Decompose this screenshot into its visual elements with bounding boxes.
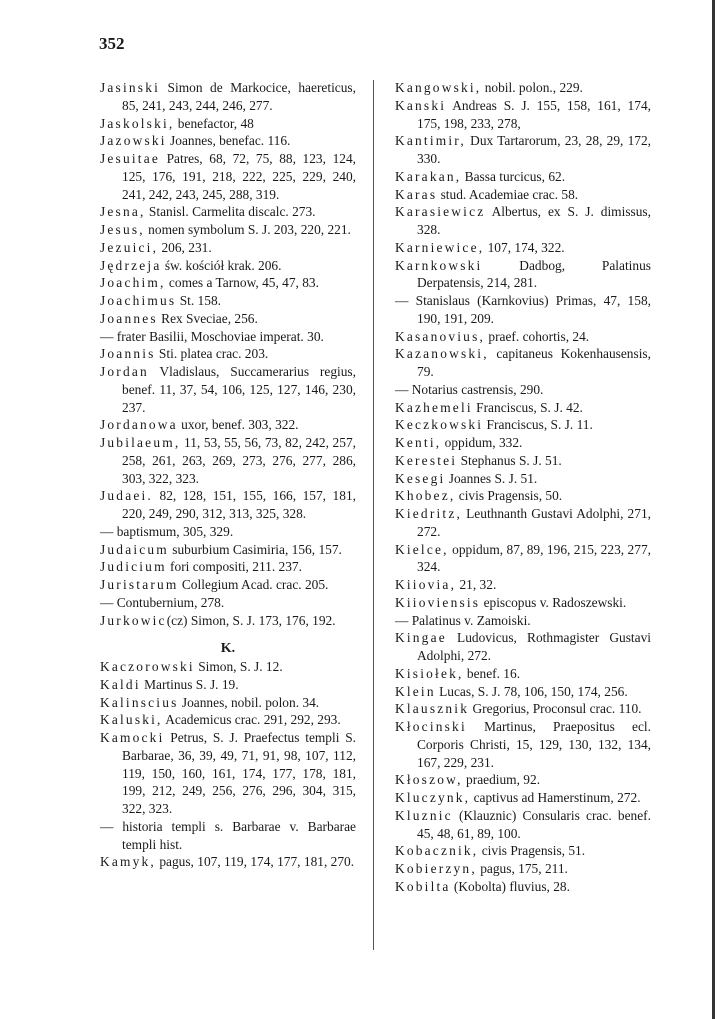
entry-text: Joannes, benefac. 116. [166,133,291,149]
entry-text: benefactor, 48 [174,115,254,131]
index-entry [395,665,651,683]
index-entry [100,257,356,275]
entry-text: oppidum, 332. [441,435,523,450]
entry-headword: Kobilta [395,878,451,894]
entry-text: nomen symbolum S. J. 203, 220, 221. [144,222,351,237]
entry-text: pagus, 175, 211. [476,861,568,876]
entry-headword: Jazowski [100,133,167,149]
index-entry [395,576,651,594]
entry-headword: Kobacznik, [395,843,479,859]
entry-headword: Kluznic [395,807,453,823]
entry-text: oppidum, 87, 89, 196, 215, 223, 277, 324. [417,541,651,575]
index-entry [100,523,356,541]
entry-headword: Jaskolski, [100,115,175,131]
entry-text: Ludovicus, Rothmagister Gustavi Adolphi, 272. [417,630,651,663]
entry-text: civis Pragensis, 51. [478,843,586,859]
entry-text: — Stanislaus (Karnkovius) Primas, 47, 158, 190, 191, 209. [395,293,651,326]
entry-text: Rex Sveciae, 256. [157,310,258,326]
index-entry [395,168,651,186]
entry-text: — Contubernium, 278. [100,594,225,610]
index-entry [395,612,651,630]
entry-text: fori compositi, 211. 237. [166,559,302,575]
entry-text: Stephanus S. J. 51. [457,452,562,468]
entry-headword: Jesna, [100,204,146,220]
index-entry [100,328,356,346]
index-entry [395,186,651,204]
index-entry [100,79,356,115]
entry-headword: Khobez, [395,488,456,504]
entry-headword: Kazanowski, [395,346,489,362]
index-entry [395,203,651,239]
index-entry [100,676,356,694]
entry-text: nobil. polon., 229. [481,80,583,95]
entry-headword: Joannis [100,346,156,362]
entry-headword: Kobierzyn, [395,861,477,876]
index-entry [100,612,356,630]
entry-headword: Karas [395,186,438,202]
entry-text: civis Pragensis, 50. [455,488,563,504]
index-entry [395,257,651,293]
entry-text: Martinus, Praepositus ecl. Corporis Christi, 15, 129, 130, 132, 134, 167, 229, 231. [417,719,651,770]
index-entry [395,505,651,541]
entry-headword: Kłoszow, [395,772,463,788]
index-entry [395,789,651,807]
entry-headword: Kluczynk, [395,790,471,805]
entry-text: 11, 53, 55, 56, 73, 82, 242, 257, 258, 261, 263, 269, 273, 276, 277, 286, 303, 322, 323. [122,435,356,486]
index-entry [395,345,651,381]
column-divider [373,80,374,950]
entry-headword: Kesegi [395,470,446,486]
entry-headword: Judaei. [100,488,153,504]
entry-text: capitaneus Kokenhausensis, 79. [417,346,651,379]
entry-text: Leuthnanth Gustavi Adolphi, 271, 272. [417,506,651,539]
entry-headword: Karasiewicz [395,204,486,220]
entry-headword: Kamyk, [100,854,156,870]
entry-text: Bassa turcicus, 62. [461,168,566,184]
entry-headword: Kiioviensis [395,594,481,610]
entry-headword: Kisiołek, [395,665,464,681]
entry-text: Stanisl. Carmelita discalc. 273. [145,204,316,220]
entry-text: pagus, 107, 119, 174, 177, 181, 270. [155,854,355,870]
entry-headword: Klausznik [395,701,470,717]
entry-text: Sti. platea crac. 203. [155,346,269,362]
entry-headword: Kalinscius [100,694,179,710]
index-entry [395,79,651,97]
index-entry [100,150,356,203]
entry-text: Joannes, nobil. polon. 34. [178,694,320,710]
entry-text: Andreas S. J. 155, 158, 161, 174, 175, 198, 233, 278, [417,97,651,131]
entry-text: St. 158. [176,293,221,308]
entry-text: Vladislaus, Succamerarius regius, benef. 11, 37, 54, 106, 125, 127, 146, 230, 237. [122,364,356,415]
entry-headword: Jesus, [100,222,145,237]
entry-text: — Notarius castrensis, 290. [395,381,544,397]
entry-headword: Kasanovius, [395,328,486,344]
entry-text: benef. 16. [463,665,521,681]
entry-text: Dadbog, Palatinus Derpatensis, 214, 281. [417,257,651,291]
index-entry [395,470,651,488]
index-entry [395,434,651,452]
entry-text: Dux Tartarorum, 23, 28, 29, 172, 330. [417,133,651,166]
entry-text: Franciscus, S. J. 11. [483,417,593,433]
entry-text: Petrus, S. J. Praefectus templi S. Barbarae, 36, 39, 49, 71, 91, 98, 107, 112, 119, 150, 160, 161, 174, 177, 178, 181, 199, 212, 249, 256, 276, 296, 304, 315, 322, 323. [122,730,356,816]
entry-text: — Palatinus v. Zamoiski. [395,612,531,628]
entry-headword: Joachimus [100,293,177,308]
index-entry [100,132,356,150]
entry-text: Simon, S. J. 12. [194,659,283,674]
index-entry [395,399,651,417]
index-entry [395,97,651,133]
index-entry [100,541,356,559]
index-entry [395,683,651,701]
index-entry [100,694,356,712]
entry-headword: Judicium [100,559,167,575]
index-entry [395,771,651,789]
entry-text: Gregorius, Proconsul crac. 110. [469,701,642,717]
entry-headword: Keczkowski [395,417,484,433]
section-letter-heading: K. [220,641,236,657]
entry-headword: Jordanowa [100,417,178,433]
entry-text: Lucas, S. J. 78, 106, 150, 174, 256. [435,683,628,699]
entry-text: episcopus v. Radoszewski. [480,594,627,610]
index-entry [100,487,356,523]
index-entry [395,328,651,346]
entry-text: suburbium Casimiria, 156, 157. [168,541,342,557]
entry-text: Academicus crac. 291, 292, 293. [162,712,341,728]
entry-text: — baptismum, 305, 329. [100,523,234,539]
entry-text: 107, 174, 322. [484,239,565,255]
index-entry [100,729,356,818]
index-entry [100,434,356,487]
entry-headword: Jezuici, [100,239,159,255]
index-column-right [395,79,651,896]
index-entry [100,239,356,257]
entry-text: (Klauznic) Consularis crac. benef. 45, 48, 61, 89, 100. [417,807,651,841]
entry-text: (Kobolta) fluvius, 28. [450,878,570,894]
entry-text: praef. cohortis, 24. [485,328,590,344]
index-entry [100,576,356,594]
entry-headword: Jędrzeja [100,257,162,273]
index-entry [395,452,651,470]
entry-headword: Jubilaeum, [100,435,181,450]
entry-headword: Judaicum [100,541,169,557]
index-entry [100,558,356,576]
index-entry [100,363,356,416]
entry-text: Joannes S. J. 51. [445,470,538,486]
entry-headword: Joannes [100,310,158,326]
index-entry [395,381,651,399]
index-entry [395,878,651,896]
index-entry [395,416,651,434]
index-entry [100,658,356,676]
entry-text: Patres, 68, 72, 75, 88, 123, 124, 125, 176, 191, 218, 222, 225, 229, 240, 241, 242, 243, 245, 288, 319. [122,151,356,202]
index-entry [100,345,356,363]
index-entry [100,853,356,871]
entry-text: 206, 231. [158,239,212,255]
entry-text: Albertus, ex S. J. dimissus, 328. [417,204,651,237]
entry-text: Simon de Markocice, haereticus, 85, 241, 243, 244, 246, 277. [122,80,356,113]
index-entry [100,203,356,221]
entry-headword: Kantimir, [395,133,466,149]
index-entry [395,718,651,771]
index-entry [395,842,651,860]
entry-text: uxor, benef. 303, 322. [177,417,299,433]
entry-headword: Karakan, [395,168,462,184]
index-entry [395,541,651,577]
index-entry [100,292,356,310]
index-entry [395,629,651,665]
entry-text: 82, 128, 151, 155, 166, 157, 181, 220, 249, 290, 312, 313, 325, 328. [122,488,356,521]
index-entry [395,132,651,168]
index-entry [395,239,651,257]
binding-edge-mark [712,0,715,1019]
entry-headword: Jurkowic [100,612,167,628]
index-entry [100,310,356,328]
entry-headword: Jordan [100,364,149,379]
index-entry [395,487,651,505]
index-entry [100,416,356,434]
index-entry [100,221,356,239]
index-entry [100,594,356,612]
index-entry [395,700,651,718]
entry-text: — frater Basilii, Moschoviae imperat. 30. [100,328,324,344]
entry-text: 21, 32. [456,577,497,592]
entry-headword: Kłocinski [395,719,467,734]
index-entry [395,860,651,878]
entry-text: św. kościół krak. 206. [161,257,282,273]
entry-headword: Kaldi [100,676,141,692]
entry-headword: Kenti, [395,435,442,450]
entry-headword: Kiiovia, [395,577,457,592]
entry-headword: Jesuitae [100,151,160,166]
entry-headword: Kaczorowski [100,659,195,674]
index-entry [100,115,356,133]
entry-headword: Kaluski, [100,712,163,728]
entry-headword: Kamocki [100,730,165,745]
entry-text: (cz) Simon, S. J. 173, 176, 192. [166,612,336,628]
entry-headword: Juristarum [100,577,179,592]
entry-headword: Joachim, [100,275,166,291]
entry-headword: Kazhemeli [395,399,473,415]
entry-headword: Kielce, [395,541,449,557]
entry-text: Collegium Acad. crac. 205. [178,577,329,592]
index-entry [100,711,356,729]
index-entry [100,818,356,854]
index-entry [395,807,651,843]
entry-text: Martinus S. J. 19. [140,676,239,692]
entry-headword: Kanski [395,97,447,113]
entry-headword: Karniewice, [395,239,485,255]
entry-text: praedium, 92. [462,772,541,788]
entry-headword: Kiedritz, [395,506,463,521]
entry-headword: Karnkowski [395,257,483,273]
page-number: 352 [99,34,125,53]
entry-headword: Klein [395,683,436,699]
entry-headword: Kingae [395,630,447,646]
entry-text: comes a Tarnow, 45, 47, 83. [165,275,319,291]
index-entry [395,292,651,328]
entry-headword: Jasinski [100,80,161,95]
index-entry [100,274,356,292]
entry-text: stud. Academiae crac. 58. [437,186,579,202]
entry-text: — historia templi s. Barbarae v. Barbarae templi hist. [100,818,356,852]
index-column-left [100,79,356,871]
entry-text: Franciscus, S. J. 42. [472,399,583,415]
entry-text: captivus ad Hamerstinum, 272. [470,790,641,805]
entry-headword: Kangowski, [395,80,482,95]
index-entry [395,594,651,612]
entry-headword: Kerestei [395,452,458,468]
